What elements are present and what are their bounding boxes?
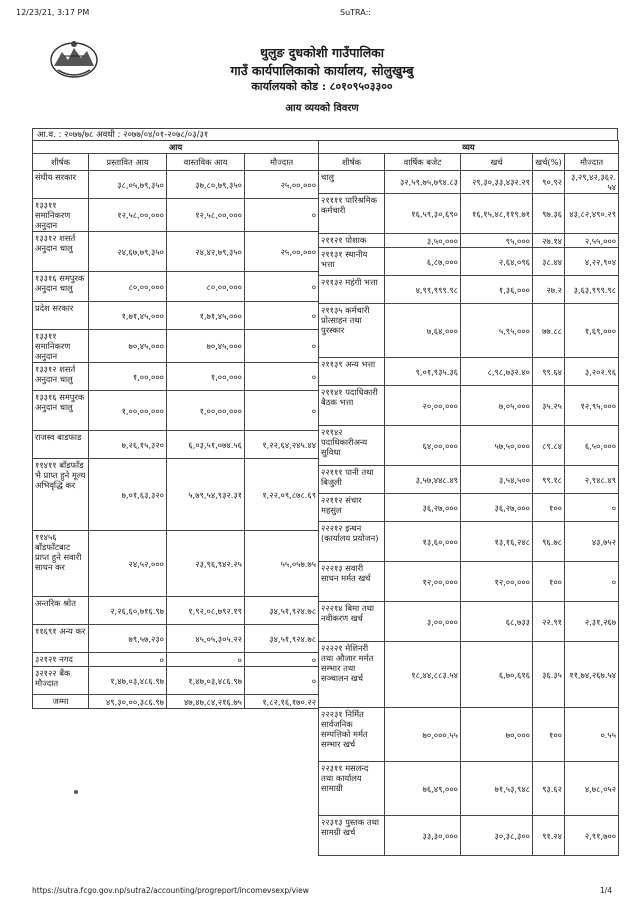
- expense-row: [319, 248, 619, 276]
- income-row-balance: ३४,५१,९२४.७८: [245, 625, 319, 653]
- expense-row-balance: ०: [565, 494, 619, 522]
- expense-row-balance: ४,७८,०५२: [565, 762, 619, 816]
- income-row-title: १३३१६ समपुरक अनुदान चालु: [33, 391, 89, 431]
- income-row-actual: १,००,००,०००: [167, 391, 245, 431]
- expense-row-percent: ९६.७८: [533, 522, 565, 562]
- income-row-balance: २५,००,०००: [245, 171, 319, 199]
- income-row-proposed: ७,२६,१५,३२०: [89, 431, 167, 459]
- expense-row-percent: १००: [533, 494, 565, 522]
- expense-row-percent: १००: [533, 562, 565, 602]
- expense-row-title: २२२१२ इन्धन (कार्यालय प्रयोजन): [319, 522, 385, 562]
- income-row-balance: ०: [245, 653, 319, 667]
- income-row-title: १३३११ समानिकरण अनुदान: [33, 330, 89, 363]
- income-row-proposed: ०: [89, 653, 167, 667]
- expense-row-percent: ९९.६४: [533, 358, 565, 386]
- expense-row-spent: २९,३०,३३,४३२.२९: [461, 171, 533, 194]
- expense-row-percent: ३८.४४: [533, 248, 565, 276]
- income-row-proposed: ७,०१,६३,३२०: [89, 459, 167, 531]
- expense-row-budget: १३,६०,०००: [385, 522, 461, 562]
- income-row-balance: ३४,५१,९२४.७८: [245, 597, 319, 625]
- expense-row-spent: ६८,७३३: [461, 602, 533, 642]
- income-row: [33, 625, 319, 653]
- income-row-title: १३३१६ समपुरक अनुदान चालु: [33, 272, 89, 302]
- expense-row-percent: २२.९१: [533, 602, 565, 642]
- income-row: [33, 597, 319, 625]
- expense-row-budget: ३६,२७,०००: [385, 494, 461, 522]
- income-row: [33, 531, 319, 597]
- expense-row-budget: ९,०१,९३५.३६: [385, 358, 461, 386]
- income-row-actual: १,४७,०३,४८६.९७: [167, 667, 245, 695]
- income-total-row: [33, 695, 319, 709]
- fiscal-period: आ.व. : २०७७/७८ अवधी : २०७७/०४/०१-२०७८/०३/३१: [32, 128, 618, 140]
- expense-row-budget: ३,५७,४४८.४९: [385, 466, 461, 494]
- income-row-title: ३२१२१ नगद: [33, 653, 89, 667]
- expense-row: [319, 276, 619, 304]
- expense-row-balance: २,३१,२६७: [565, 602, 619, 642]
- print-datetime: 12/23/21, 3:17 PM: [16, 8, 90, 17]
- expense-row: [319, 426, 619, 466]
- expense-row-spent: १,३६,०००: [461, 276, 533, 304]
- expense-row-budget: ६,८७,०००: [385, 248, 461, 276]
- expense-row-balance: ४,२२,९०४: [565, 248, 619, 276]
- expense-row-title: २११४२ पदाधिकारीअन्य सुविधा: [319, 426, 385, 466]
- income-row-proposed: २४,५२,०००: [89, 531, 167, 597]
- income-row-actual: ०: [167, 653, 245, 667]
- income-row-proposed: ३८,०५,७९,३५०: [89, 171, 167, 199]
- expense-row-title: २११३२ महंगी भत्ता: [319, 276, 385, 304]
- income-row-balance: ०: [245, 272, 319, 302]
- income-row-actual: ५,७९,५४,९३२.३१: [167, 459, 245, 531]
- expense-row-title: २२१११ पानी तथा बिजुली: [319, 466, 385, 494]
- expense-row-title: चालु: [319, 171, 385, 194]
- income-table: [32, 140, 319, 709]
- expense-row-spent: १६,१५,४८,११९.७१: [461, 194, 533, 234]
- income-row-actual: १,९२,०८,७९२.१९: [167, 597, 245, 625]
- income-row-balance: ०: [245, 667, 319, 695]
- income-row-balance: १,२२,६४,२४५.४४: [245, 431, 319, 459]
- income-row-actual: १,००,०००: [167, 363, 245, 391]
- income-row-actual: १२,५८,००,०००: [167, 199, 245, 232]
- income-row-proposed: २,२६,६०,७१६.९७: [89, 597, 167, 625]
- income-row-balance: ०: [245, 302, 319, 330]
- expense-row: [319, 358, 619, 386]
- income-row: [33, 431, 319, 459]
- expense-row-budget: १६,५९,३०,६९०: [385, 194, 461, 234]
- expense-row-percent: ७७.८८: [533, 304, 565, 358]
- income-row-actual: ४५,०५,३०५.२२: [167, 625, 245, 653]
- expense-row: [319, 762, 619, 816]
- expense-row-title: २११३९ अन्य भत्ता: [319, 358, 385, 386]
- expense-row-balance: ११,७४,२६७.५४: [565, 642, 619, 708]
- expense-row-spent: २,६४,०९६: [461, 248, 533, 276]
- expense-row-percent: ९३.६२: [533, 762, 565, 816]
- expense-row-budget: ७०,०००.५५: [385, 708, 461, 762]
- browser-title: SuTRA::: [340, 8, 371, 17]
- expense-row-balance: ०: [565, 562, 619, 602]
- expense-row: [319, 494, 619, 522]
- expense-row-balance: २,९१,७००: [565, 816, 619, 856]
- income-row: [33, 391, 319, 431]
- expense-col-spent: खर्च: [461, 154, 533, 171]
- expense-row-percent: २७.२: [533, 276, 565, 304]
- expense-row-budget: ६४,००,०००: [385, 426, 461, 466]
- expense-row-budget: १२,००,०००: [385, 562, 461, 602]
- income-row-balance: ०: [245, 363, 319, 391]
- expense-row-budget: ४,९९,९९९.९८: [385, 276, 461, 304]
- expense-row: [319, 642, 619, 708]
- expense-row-title: २२२३१ निर्मित सार्वजनिक सम्पत्तिको मर्मत सम्भार खर्च: [319, 708, 385, 762]
- income-row-proposed: १२,५८,००,०००: [89, 199, 167, 232]
- income-col-proposed: प्रस्तावित आय: [89, 154, 167, 171]
- income-row-proposed: १,७१,४५,०००: [89, 302, 167, 330]
- municipality-name: थुलुङ दुधकोशी गाउँपालिका: [259, 45, 385, 60]
- income-row-actual: ७०,४५,०००: [167, 330, 245, 363]
- expense-row-percent: ९९.१८: [533, 466, 565, 494]
- income-row-proposed: ७९,५७,२३०: [89, 625, 167, 653]
- income-row-balance: २५,००,०००: [245, 232, 319, 272]
- expense-row-balance: ०.५५: [565, 708, 619, 762]
- expense-row-balance: २,५५,०००: [565, 234, 619, 248]
- income-row-actual: २३,९६,९४२.२५: [167, 531, 245, 597]
- income-total-label: जम्मा: [33, 695, 89, 709]
- income-col-title: शीर्षक: [33, 154, 89, 171]
- expense-col-balance: मौज्दात: [565, 154, 619, 171]
- expense-row-budget: ७६,४९,०००: [385, 762, 461, 816]
- income-row-proposed: २४,६७,७९,३५०: [89, 232, 167, 272]
- expense-col-percent: खर्च(%): [533, 154, 565, 171]
- income-row-actual: ८०,००,०००: [167, 272, 245, 302]
- income-row-title: १३३११ समानिकरण अनुदान: [33, 199, 89, 232]
- expense-row-title: २२२२१ मेशिनरी तथा औजार मर्मत सम्भार तथा सञ्चालन खर्च: [319, 642, 385, 708]
- income-total-balance: १,८२,१६,१७०.२२: [245, 695, 319, 709]
- expense-row-budget: ३३,३०,०००: [385, 816, 461, 856]
- expense-row: [319, 234, 619, 248]
- income-col-actual: वास्तविक आय: [167, 154, 245, 171]
- expense-row-spent: १३,१६,२४८: [461, 522, 533, 562]
- expense-row-percent: ९७.३६: [533, 194, 565, 234]
- expense-section-title: व्यय: [319, 141, 619, 154]
- income-row: [33, 330, 319, 363]
- office-name: गाउँ कार्यपालिकाको कार्यालय, सोलुखुम्बु: [230, 63, 414, 78]
- income-row-actual: ३७,८०,७९,३५०: [167, 171, 245, 199]
- income-row-proposed: ८०,००,०००: [89, 272, 167, 302]
- income-row: [33, 363, 319, 391]
- expense-row: [319, 171, 619, 194]
- income-row-title: १३३१२ शसर्त अनुदान चालु: [33, 363, 89, 391]
- expense-row-spent: ३०,३८,३००: [461, 816, 533, 856]
- income-row-title: ११६९१ अन्य कर: [33, 625, 89, 653]
- income-row: [33, 667, 319, 695]
- expense-row-spent: ५,९५,०००: [461, 304, 533, 358]
- page-number: 1/4: [600, 886, 613, 895]
- expense-row: [319, 816, 619, 856]
- expense-row-title: २२३१३ पुस्तक तथा सामग्री खर्च: [319, 816, 385, 856]
- expense-row-spent: ३,५४,५००: [461, 466, 533, 494]
- expense-col-budget: वार्षिक बजेट: [385, 154, 461, 171]
- income-col-balance: मौज्दात: [245, 154, 319, 171]
- expense-row-percent: ८९.८४: [533, 426, 565, 466]
- expense-row-percent: ९०.९२: [533, 171, 565, 194]
- income-row-balance: १,२२,०९,८७८.६९: [245, 459, 319, 531]
- expense-row-balance: ४३,८२,४९०.२९: [565, 194, 619, 234]
- income-row: [33, 459, 319, 531]
- income-row-title: ११४११ बाँडफाँड भै प्राप्त हुने मूल्य अभिवृद्धि कर: [33, 459, 89, 531]
- expense-row-spent: १२,००,०००: [461, 562, 533, 602]
- income-row-balance: ०: [245, 391, 319, 431]
- expense-row-title: २११४१ पदाधिकारी बैठक भत्ता: [319, 386, 385, 426]
- income-total-proposed: ४९,३०,००,३८६.९७: [89, 695, 167, 709]
- income-row-title: ११४५६ बाँडफाँटबाट प्राप्त हुने सवारी साधन कर: [33, 531, 89, 597]
- expense-row-budget: २०,००,०००: [385, 386, 461, 426]
- income-row-title: अन्तरिक श्रोत: [33, 597, 89, 625]
- expense-row-title: २२२१३ सवारी साधन मर्मत खर्च: [319, 562, 385, 602]
- expense-row-spent: ८,९८,७३२.४०: [461, 358, 533, 386]
- expense-table: [318, 140, 619, 856]
- report-title: आय व्ययको विवरण: [285, 103, 359, 114]
- expense-row-budget: ३,००,०००: [385, 602, 461, 642]
- expense-row-title: २११२१ पोशाक: [319, 234, 385, 248]
- income-row-title: प्रदेश सरकार: [33, 302, 89, 330]
- expense-row-title: २२२१४ बिमा तथा नवीकरण खर्च: [319, 602, 385, 642]
- expense-row-spent: ७१,५३,९४८: [461, 762, 533, 816]
- expense-row: [319, 304, 619, 358]
- income-row-proposed: ७०,४५,०००: [89, 330, 167, 363]
- expense-row-balance: १,६९,०००: [565, 304, 619, 358]
- income-row-actual: २४,४२,७९,३५०: [167, 232, 245, 272]
- expense-row-title: २११३५ कर्मचारी प्रोत्साहन तथा पुरस्कार: [319, 304, 385, 358]
- expense-row-spent: ७,०५,०००: [461, 386, 533, 426]
- pen-mark: [74, 790, 78, 794]
- expense-row-spent: ५७,५०,०००: [461, 426, 533, 466]
- expense-row-budget: ३२,५९,७५,७९४.८३: [385, 171, 461, 194]
- income-row-actual: १,७१,४५,०००: [167, 302, 245, 330]
- income-row: [33, 653, 319, 667]
- expense-row-budget: १८,४४,८८३.५४: [385, 642, 461, 708]
- income-row: [33, 232, 319, 272]
- expense-row-title: २११११ पारिश्रमिक कर्मचारी: [319, 194, 385, 234]
- expense-row-balance: २,९४८.४९: [565, 466, 619, 494]
- expense-row-title: २११३१ स्थानीय भत्ता: [319, 248, 385, 276]
- expense-row-percent: २७.१४: [533, 234, 565, 248]
- expense-row-balance: ३,२९,४२,३६२.५४: [565, 171, 619, 194]
- income-row-balance: ५५,०५७.७५: [245, 531, 319, 597]
- expense-row: [319, 602, 619, 642]
- expense-row-title: २२३११ मसलन्द तथा कार्यालय सामाग्री: [319, 762, 385, 816]
- expense-row-budget: ७,६४,०००: [385, 304, 461, 358]
- income-row-proposed: १,००,०००: [89, 363, 167, 391]
- expense-row-balance: ६,५०,०००: [565, 426, 619, 466]
- expense-row-percent: १००: [533, 708, 565, 762]
- expense-row-spent: ३६,२७,०००: [461, 494, 533, 522]
- income-row: [33, 302, 319, 330]
- expense-row-balance: ४३,७५२: [565, 522, 619, 562]
- income-row-title: ३२१२२ बैंक मौज्दात: [33, 667, 89, 695]
- expense-row-percent: ३५.२५: [533, 386, 565, 426]
- income-row-proposed: १,००,००,०००: [89, 391, 167, 431]
- income-row-actual: ६,०३,५१,०७४.५६: [167, 431, 245, 459]
- expense-row: [319, 386, 619, 426]
- expense-row: [319, 466, 619, 494]
- expense-row: [319, 708, 619, 762]
- income-row: [33, 199, 319, 232]
- expense-row: [319, 562, 619, 602]
- income-row-title: संघीय सरकार: [33, 171, 89, 199]
- income-row: [33, 272, 319, 302]
- expense-row: [319, 194, 619, 234]
- income-row-balance: ०: [245, 199, 319, 232]
- expense-row-balance: १२,९५,०००: [565, 386, 619, 426]
- income-row-proposed: १,४७,०३,४८६.९७: [89, 667, 167, 695]
- expense-col-title: शीर्षक: [319, 154, 385, 171]
- expense-row-title: २२११२ संचार महसुल: [319, 494, 385, 522]
- income-row-balance: ०: [245, 330, 319, 363]
- income-total-actual: ४७,४७,८४,२१६.७५: [167, 695, 245, 709]
- expense-row: [319, 522, 619, 562]
- expense-row-spent: ७०,०००: [461, 708, 533, 762]
- page-url: https://sutra.fcgo.gov.np/sutra2/accounting/progreport/incomevsexp/view: [32, 886, 309, 895]
- expense-row-percent: ३६.३५: [533, 642, 565, 708]
- income-row-title: राजस्व बाडफाड: [33, 431, 89, 459]
- expense-row-percent: ९१.२४: [533, 816, 565, 856]
- expense-row-balance: ३,२०२.९६: [565, 358, 619, 386]
- income-row: [33, 171, 319, 199]
- expense-row-spent: ६,७०,६१६: [461, 642, 533, 708]
- income-row-title: १३३१२ शसर्त अनुदान चालु: [33, 232, 89, 272]
- office-code: कार्यालयको कोड : ८०१०९५०३३००: [251, 80, 393, 93]
- expense-row-balance: ३,६३,९९९.९८: [565, 276, 619, 304]
- income-section-title: आय: [33, 141, 319, 154]
- expense-row-budget: ३,५०,०००: [385, 234, 461, 248]
- expense-row-spent: ९५,०००: [461, 234, 533, 248]
